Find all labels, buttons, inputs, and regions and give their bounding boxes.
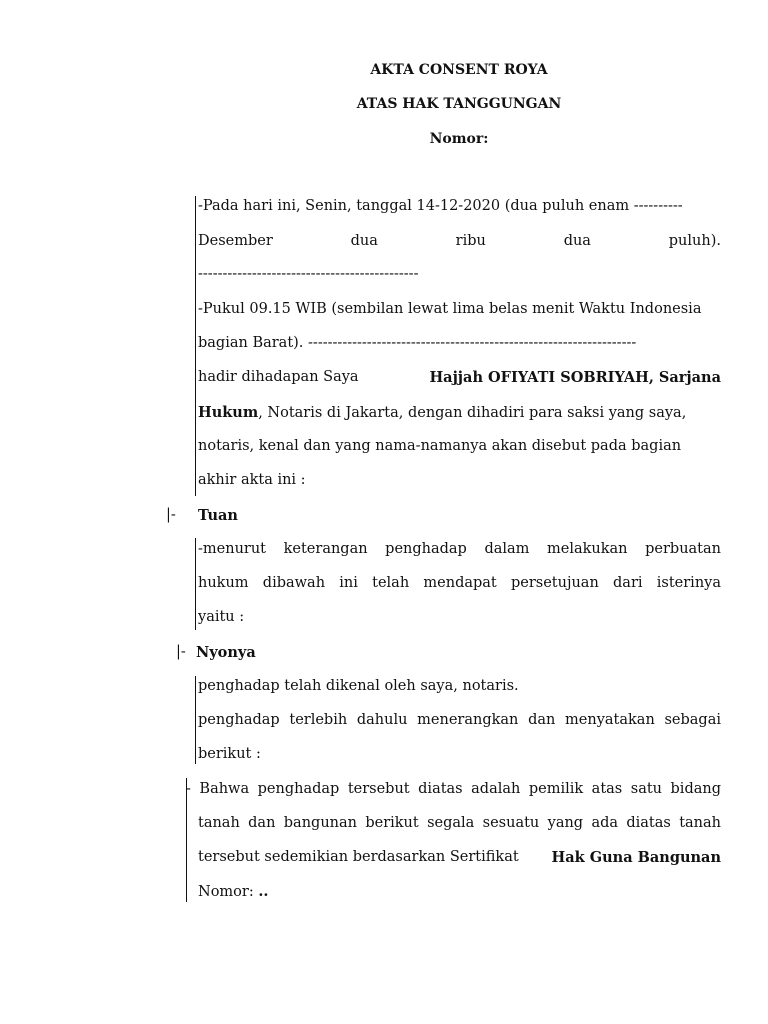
- dash: -: [180, 644, 186, 660]
- para5-line2: penghadap terlebih dahulu menerangkan dan menyatakan sebagai: [198, 712, 721, 728]
- text: tersebut sedemikian berdasarkan Sertifikat: [198, 849, 519, 865]
- title-line-1: AKTA CONSENT ROYA: [370, 62, 548, 78]
- para3-line3: notaris, kenal dan yang nama-namanya akan disebut pada bagian: [198, 438, 682, 454]
- word: dua: [350, 233, 378, 249]
- nyonya-label: Nyonya: [196, 644, 256, 661]
- para3-line4: akhir akta ini :: [198, 472, 306, 488]
- para6-line3: [198, 849, 721, 866]
- title-number: Nomor:: [429, 131, 489, 147]
- para6-line4: [198, 883, 268, 900]
- margin-bar-1: [195, 196, 196, 496]
- para5-line3: berikut :: [198, 746, 261, 762]
- word: ribu: [455, 233, 486, 249]
- para6-line1: - Bahwa penghadap tersebut diatas adalah pemilik atas satu bidang: [186, 781, 721, 797]
- para3-line1: [198, 369, 721, 386]
- para2-line1: -Pukul 09.15 WIB (sembilan lewat lima belas menit Waktu Indonesia: [198, 301, 702, 317]
- para4-line2: hukum dibawah ini telah mendapat persetujuan dari isterinya: [198, 575, 721, 591]
- title-line-2: ATAS HAK TANGGUNGAN: [356, 96, 562, 112]
- text: hadir dihadapan Saya: [198, 369, 359, 385]
- word: dua: [563, 233, 591, 249]
- tuan-marker: |-: [166, 507, 176, 523]
- margin-bar-3: [195, 676, 196, 764]
- dash: -: [170, 507, 176, 523]
- para6-line2: tanah dan bangunan berikut segala sesuatu yang ada diatas tanah: [198, 815, 721, 831]
- para1-line3: ---------------------------------------------: [198, 266, 419, 282]
- number-placeholder: ..: [258, 883, 269, 900]
- para5-line1: penghadap telah dikenal oleh saya, notaris.: [198, 678, 519, 694]
- word: Desember: [198, 233, 273, 249]
- notary-name: Hajjah OFIYATI SOBRIYAH, Sarjana: [429, 369, 721, 386]
- margin-bar-2: [195, 538, 196, 630]
- word: puluh).: [668, 233, 721, 249]
- notary-title: Hukum: [198, 404, 259, 421]
- para4-line1: -menurut keterangan penghadap dalam melakukan perbuatan: [198, 541, 721, 557]
- text: Nomor:: [198, 884, 254, 900]
- para3-line2: [198, 404, 686, 421]
- text: , Notaris di Jakarta, dengan dihadiri para saksi yang saya,: [258, 405, 687, 421]
- para1-line2: [198, 233, 721, 249]
- para2-line2: bagian Barat). -------------------------------------------------------------------: [198, 335, 637, 351]
- para4-line3: yaitu :: [198, 609, 245, 625]
- certificate-type: Hak Guna Bangunan: [551, 849, 721, 866]
- para1-line1: -Pada hari ini, Senin, tanggal 14-12-2020 (dua puluh enam ----------: [198, 198, 683, 214]
- tuan-label: Tuan: [198, 507, 238, 524]
- nyonya-marker: |-: [176, 644, 186, 660]
